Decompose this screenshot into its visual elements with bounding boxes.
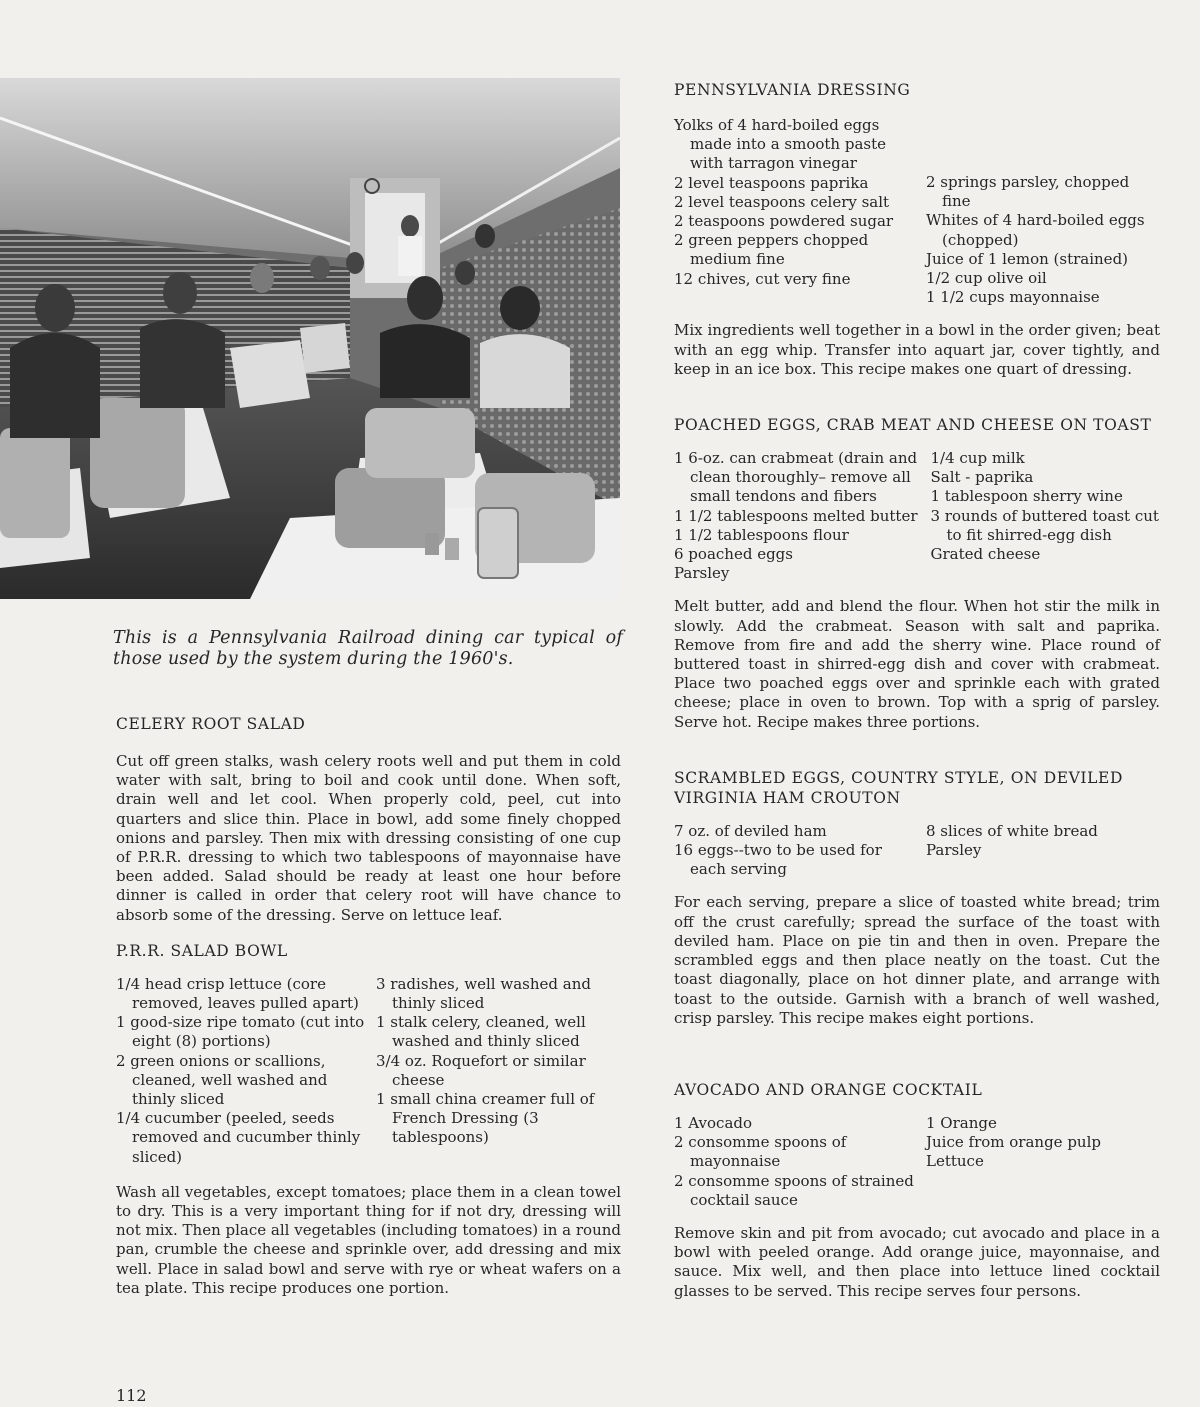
- scrambled-eggs-text: For each serving, prepare a slice of toasted white bread; trim off the crust carefully; spread the surface of the toast with deviled ham. Place on pie tin and then in oven. Prepare the scrambled eggs and then place neatly on the toast. Cut the toast diagonally, place on hot dinner plate, and arrange with toast to the outside. Garnish with a branch of well washed, crisp parsley. This recipe makes eight portions.: [674, 893, 1160, 1027]
- ingredient: 12 chives, cut very fine: [674, 269, 851, 288]
- ingredient: 3 rounds of buttered toast cut to fit shirred-egg dish: [930, 506, 1159, 544]
- ingredient: 1/4 cucumber (peeled, seeds removed and cucumber thinly sliced): [116, 1109, 361, 1166]
- ingredient-list-1: [674, 822, 914, 880]
- pennsylvania-dressing-title: PENNSYLVANIA DRESSING: [674, 81, 911, 99]
- poached-eggs-title: POACHED EGGS, CRAB MEAT AND CHEESE ON TOAST: [674, 416, 1152, 435]
- ingredient: 1/4 cup milk: [930, 449, 1025, 468]
- ingredient: 1 1/2 tablespoons flour: [674, 525, 849, 544]
- ingredient-list-2: [926, 822, 1156, 880]
- ingredient: 1 Orange: [926, 1113, 997, 1132]
- ingredient-list-2: [926, 173, 1156, 307]
- ingredient: Juice of 1 lemon (strained): [926, 249, 1129, 268]
- ingredient: 3/4 oz. Roquefort or similar cheese: [376, 1051, 586, 1089]
- prr-salad-bowl-title: P.R.R. SALAD BOWL: [116, 941, 288, 960]
- avocado-cocktail-ingredients: [674, 1114, 1160, 1210]
- avocado-cocktail-text: Remove skin and pit from avocado; cut avocado and place in a bowl with peeled orange. Add orange juice, mayonnaise, and sauce. Mix well, and then place into lettuce lined cocktail glasses to be served. This recipe serves four persons.: [674, 1223, 1160, 1300]
- ingredient: Grated cheese: [930, 545, 1041, 564]
- ingredient-list-1: [674, 116, 914, 307]
- ingredient: 1 1/2 tablespoons melted butter: [674, 506, 918, 525]
- ingredient: 1 small china creamer full of French Dressing (3 tablespoons): [376, 1090, 595, 1147]
- ingredient: 1/2 cup olive oil: [926, 269, 1047, 288]
- ingredient: 1 stalk celery, cleaned, well washed and thinly sliced: [376, 1013, 586, 1051]
- ingredient-list-1: [674, 449, 918, 583]
- ingredient: Yolks of 4 hard-boiled eggs made into a smooth paste with tarragon vinegar: [674, 116, 886, 173]
- ingredient: 2 consomme spoons of strained cocktail sauce: [674, 1171, 914, 1209]
- ingredient: 2 green peppers chopped medium fine: [674, 231, 869, 269]
- ingredient: 2 teaspoons powdered sugar: [674, 212, 894, 231]
- ingredient: 1 tablespoon sherry wine: [930, 487, 1123, 506]
- ingredient-list-2: [930, 449, 1160, 583]
- ingredient: 2 level teaspoons paprika: [674, 173, 869, 192]
- ingredient: 2 springs parsley, chopped fine: [926, 173, 1130, 211]
- pennsylvania-dressing-text: Mix ingredients well together in a bowl in the order given; beat with an egg whip. Transfer into aquart jar, cover tightly, and keep in an ice box. This recipe makes one quart of dressing.: [674, 321, 1160, 378]
- ingredient-list-1: [674, 1114, 914, 1210]
- ingredient: 2 level teaspoons celery salt: [674, 192, 890, 211]
- celery-root-salad-title: CELERY ROOT SALAD: [116, 715, 306, 733]
- avocado-cocktail-title: AVOCADO AND ORANGE COCKTAIL: [674, 1080, 983, 1099]
- ingredient: 1 6-oz. can crabmeat (drain and clean thoroughly– remove all small tendons and fibers: [674, 449, 918, 506]
- ingredient: Lettuce: [926, 1152, 984, 1171]
- ingredient: 8 slices of white bread: [926, 821, 1098, 840]
- ingredient-list-2: [376, 975, 621, 1167]
- ingredient: 1/4 head crisp lettuce (core removed, leaves pulled apart): [116, 974, 359, 1013]
- right-column: [674, 80, 1160, 1301]
- ingredient: 1 good-size ripe tomato (cut into eight (8) portions): [116, 1013, 365, 1051]
- ingredient: Salt - paprika: [930, 468, 1034, 487]
- poached-eggs-text: Melt butter, add and blend the flour. When hot stir the milk in slowly. Add the crabmeat. Season with salt and paprika. Remove from fire and add the sherry wine. Place round of buttered toast in shirred-egg dish and cover with crabmeat. Place two poached eggs over and sprinkle each with grated cheese; place in oven to brown. Top with a sprig of parsley. Serve hot. Recipe makes three portions.: [674, 597, 1160, 731]
- ingredient-list-1: [116, 975, 366, 1167]
- ingredient: 1 1/2 cups mayonnaise: [926, 288, 1100, 307]
- poached-eggs-ingredients: [674, 449, 1160, 583]
- scrambled-eggs-ingredients: [674, 822, 1160, 880]
- left-column: [116, 714, 621, 1298]
- ingredient: 16 eggs--two to be used for each serving: [674, 841, 882, 879]
- ingredient: Whites of 4 hard-boiled eggs (chopped): [926, 211, 1145, 249]
- pennsylvania-dressing-ingredients: [674, 116, 1160, 307]
- photo-caption: This is a Pennsylvania Railroad dining car typical of those used by the system during the 1960's.: [113, 628, 623, 669]
- ingredient: 6 poached eggs: [674, 545, 793, 564]
- ingredient: Parsley: [926, 841, 982, 860]
- dining-car-photo: [0, 78, 620, 599]
- page-number: 112: [116, 1386, 147, 1405]
- ingredient: Parsley: [674, 564, 730, 583]
- scrambled-eggs-title: SCRAMBLED EGGS, COUNTRY STYLE, ON DEVILED VIRGINIA HAM CROUTON: [674, 768, 1123, 807]
- ingredient: 1 Avocado: [674, 1113, 753, 1132]
- ingredient: Juice from orange pulp: [926, 1133, 1101, 1152]
- ingredient: 2 consomme spoons of mayonnaise: [674, 1133, 847, 1171]
- celery-root-salad-text: Cut off green stalks, wash celery roots well and put them in cold water with salt, bring to boil and cook until done. When soft, drain well and let cool. When properly cold, peel, cut into quarters and slice thin. Place in bowl, add some finely chopped onions and parsley. Then mix with dressing consisting of one cup of P.R.R. dressing to which two tablespoons of mayonnaise have been added. Salad should be ready at least one hour before dinner is called in order that celery root will have chance to absorb some of the dressing. Serve on lettuce leaf.: [116, 752, 621, 924]
- ingredient: 3 radishes, well washed and thinly sliced: [376, 974, 591, 1013]
- prr-salad-bowl-ingredients: [116, 975, 621, 1167]
- ingredient-list-2: [926, 1114, 1156, 1210]
- ingredient: 2 green onions or scallions, cleaned, well washed and thinly sliced: [116, 1051, 328, 1109]
- prr-salad-bowl-text: Wash all vegetables, except tomatoes; place them in a clean towel to dry. This is a very important thing for if not dry, dressing will not mix. Then place all vegetables (including tomatoes) in a round pan, crumble the cheese and sprinkle over, add dressing and mix well. Place in salad bowl and serve with rye or wheat wafers on a tea plate. This recipe produces one portion.: [116, 1182, 621, 1297]
- ingredient: 7 oz. of deviled ham: [674, 821, 827, 840]
